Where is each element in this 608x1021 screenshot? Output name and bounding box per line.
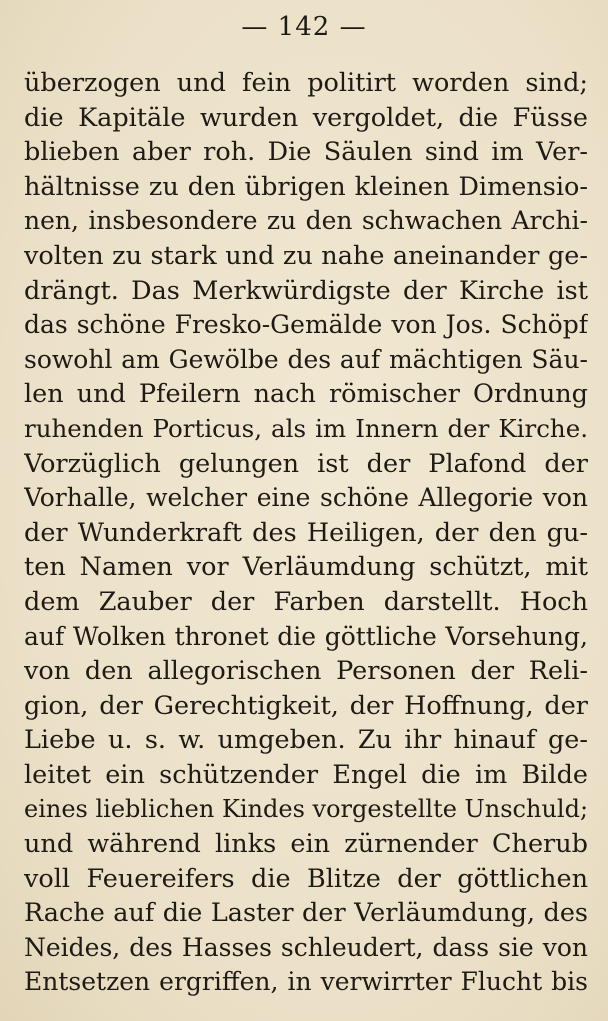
text-line: gion, der Gerechtigkeit, der Hoffnung, der: [24, 690, 588, 721]
text-line: sowohl am Gewölbe des auf mächtigen Säu-: [24, 344, 588, 374]
text-line: dem Zauber der Farben darstellt. Hoch: [24, 586, 588, 617]
text-line: das schöne Fresko-Gemälde von Jos. Schöpf: [24, 310, 588, 340]
text-line: eines lieblichen Kindes vorgestellte Unschuld;: [24, 795, 588, 824]
text-line: von den allegorischen Personen der Reli-: [24, 656, 588, 687]
text-line: hältnisse zu den übrigen kleinen Dimensio-: [24, 171, 588, 202]
text-line: drängt. Das Merkwürdigste der Kirche ist: [24, 275, 588, 306]
text-line: voll Feuereifers die Blitze der göttlichen: [24, 863, 588, 894]
text-line: Entsetzen ergriffen, in verwirrter Flucht bis: [24, 967, 588, 997]
text-line: Vorzüglich gelungen ist der Plafond der: [24, 448, 588, 479]
page-number-header: — 142 —: [241, 12, 367, 42]
text-line: Neides, des Hasses schleudert, dass sie von: [24, 932, 588, 962]
text-line: überzogen und fein politirt worden sind;: [24, 68, 588, 98]
text-line: der Wunderkraft des Heiligen, der den gu-: [24, 517, 588, 548]
text-line: Liebe u. s. w. umgeben. Zu ihr hinauf ge-: [24, 725, 588, 756]
text-line: ten Namen vor Verläumdung schützt, mit: [24, 552, 588, 583]
text-line: len und Pfeilern nach römischer Ordnung: [24, 379, 588, 410]
text-line: Rache auf die Laster der Verläumdung, des: [24, 898, 588, 929]
text-line: ruhenden Porticus, als im Innern der Kirche.: [24, 413, 588, 443]
text-line: die Kapitäle wurden vergoldet, die Füsse: [24, 102, 588, 133]
text-line: volten zu stark und zu nahe aneinander ge-: [24, 240, 588, 271]
body-text: [24, 66, 588, 1000]
text-line: blieben aber roh. Die Säulen sind im Ver-: [24, 137, 588, 168]
text-line: nen, insbesondere zu den schwachen Archi-: [24, 206, 588, 236]
text-line: leitet ein schützender Engel die im Bilde: [24, 759, 588, 790]
text-line: und während links ein zürnender Cherub: [24, 829, 588, 860]
text-line: Vorhalle, welcher eine schöne Allegorie von: [24, 483, 588, 513]
text-line: auf Wolken thronet die göttliche Vorsehung,: [24, 621, 588, 651]
